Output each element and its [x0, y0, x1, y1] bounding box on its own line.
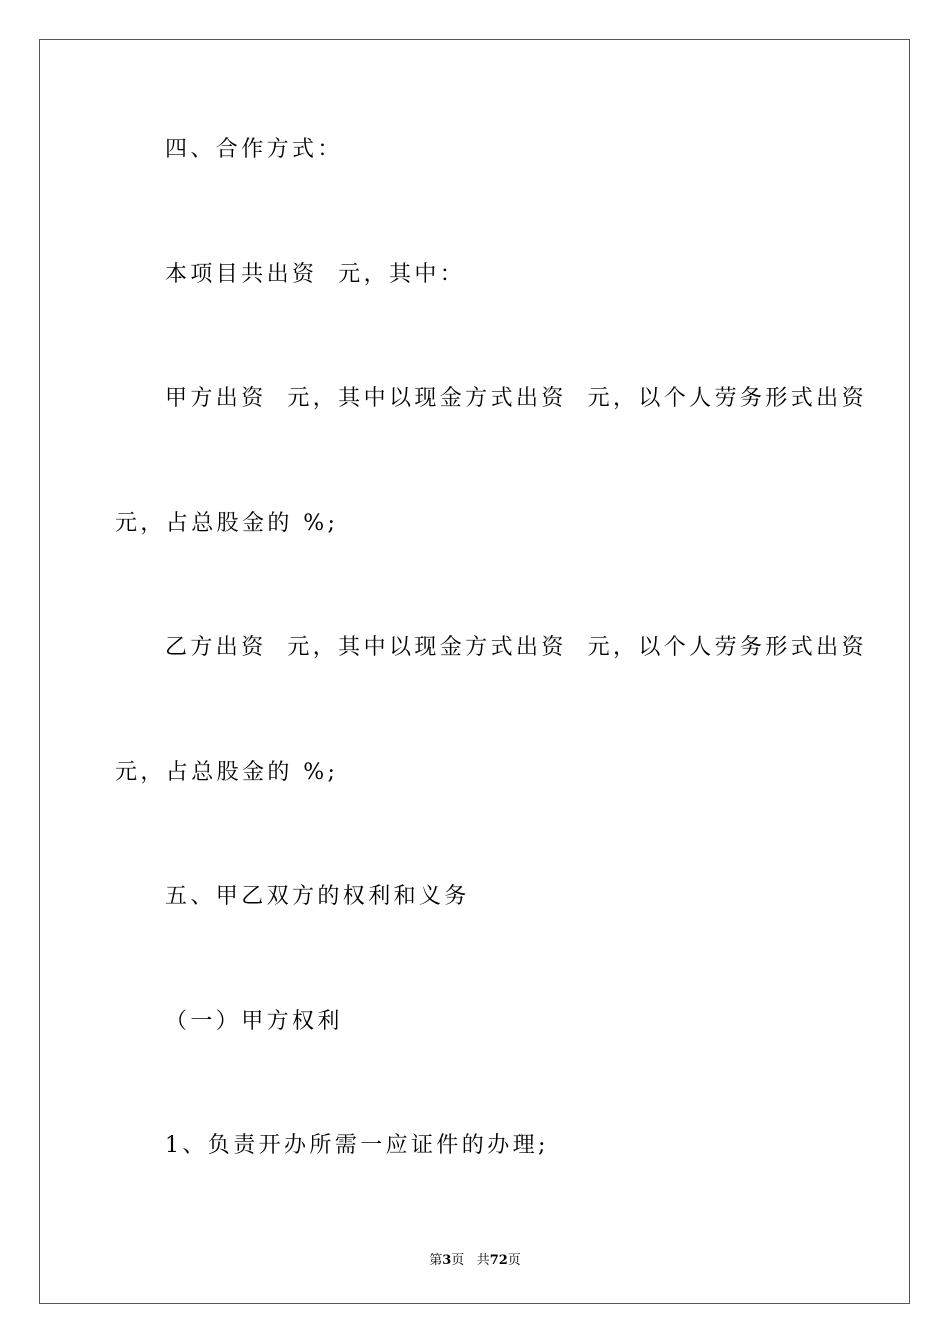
- footer-page-suffix: 页: [451, 1253, 465, 1268]
- paragraph-total-investment: 本项目共出资 元，其中：: [165, 262, 466, 287]
- subsection-heading-party-a-rights: （一）甲方权利: [165, 1009, 343, 1034]
- footer-page-number: 3: [442, 1253, 452, 1268]
- paragraph-party-b-investment: 乙方出资 元，其中以现金方式出资 元，以个人劳务形式出资: [165, 635, 867, 660]
- page-footer: [0, 1249, 950, 1268]
- paragraph-party-a-investment: 甲方出资 元，其中以现金方式出资 元，以个人劳务形式出资: [165, 386, 867, 411]
- section-heading-cooperation: 四、合作方式：: [165, 137, 343, 162]
- footer-total-pages: 72: [489, 1253, 508, 1268]
- page-border: [39, 39, 910, 1304]
- paragraph-party-a-share: 元，占总股金的 %;: [115, 511, 339, 536]
- list-item-certificates: 1、负责开办所需一应证件的办理;: [165, 1133, 549, 1158]
- footer-total-prefix: 共: [476, 1253, 490, 1268]
- section-heading-rights-obligations: 五、甲乙双方的权利和义务: [165, 884, 470, 909]
- paragraph-party-b-share: 元，占总股金的 %;: [115, 760, 339, 785]
- footer-page-prefix: 第: [429, 1253, 443, 1268]
- footer-total-suffix: 页: [507, 1253, 521, 1268]
